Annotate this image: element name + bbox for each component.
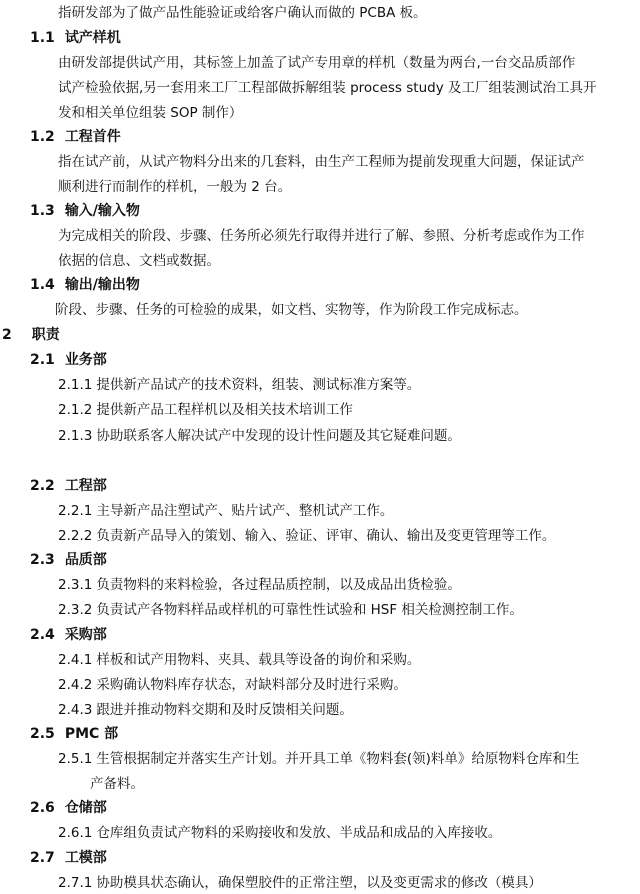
- heading-number: 2.7: [30, 850, 55, 866]
- list-item: [58, 701, 353, 719]
- list-item: [58, 651, 420, 669]
- heading-number: 1.3: [30, 203, 55, 219]
- heading-number: 2.4: [30, 627, 55, 643]
- paragraph-line: 发和相关单位组装 SOP 制作）: [58, 105, 243, 121]
- heading-title: 试产样机: [64, 30, 121, 46]
- list-item: [58, 874, 542, 892]
- paragraph-line: 指在试产前，从试产物料分出来的几套料，由生产工程师为提前发现重大问题，保证试产: [58, 154, 585, 170]
- list-item: [58, 824, 501, 842]
- item-text: 负责新产品导入的策划、输入、验证、评审、确认、输出及变更管理等工作。: [96, 528, 556, 544]
- list-item: [58, 601, 523, 619]
- list-item: [58, 502, 393, 520]
- heading-1-1: [30, 29, 121, 47]
- heading-2-1: [30, 351, 107, 369]
- item-text: 负责物料的来料检验，各过程品质控制，以及成品出货检验。: [96, 577, 461, 593]
- item-number: 2.6.1: [58, 825, 93, 841]
- item-text: 负责试产各物料样品或样机的可靠性性试验和 HSF 相关检测控制工作。: [96, 602, 523, 618]
- item-text: 协助模具状态确认，确保塑胶件的正常注塑，以及变更需求的修改（模具）: [96, 875, 542, 891]
- heading-number: 2.5: [30, 726, 55, 742]
- item-number: 2.1.3: [58, 428, 93, 444]
- item-text: 主导新产品注塑试产、贴片试产、整机试产工作。: [96, 503, 394, 519]
- item-number: 2.3.1: [58, 577, 93, 593]
- item-number: 2.1.1: [58, 377, 93, 393]
- item-text: 协助联系客人解决试产中发现的设计性问题及其它疑难问题。: [96, 428, 461, 444]
- item-text: 跟进并推动物料交期和及时反馈相关问题。: [96, 702, 353, 718]
- item-number: 2.4.1: [58, 652, 93, 668]
- list-item: [58, 676, 407, 694]
- item-text: 生管根据制定并落实生产计划。并开具工单《物料套(领)料单》给原物料仓库和生: [96, 751, 580, 767]
- intro-line: 指研发部为了做产品性能验证或给客户确认而做的 PCBA 板。: [58, 5, 427, 21]
- item-number: 2.2.1: [58, 503, 93, 519]
- list-item: [58, 576, 461, 594]
- paragraph-line: 阶段、步骤、任务的可检验的成果，如文档、实物等，作为阶段工作完成标志。: [55, 302, 528, 318]
- item-number: 2.2.2: [58, 528, 93, 544]
- list-item: [58, 376, 420, 394]
- heading-title: 输入/输入物: [64, 203, 140, 219]
- item-number: 2.3.2: [58, 602, 93, 618]
- item-text: 采购确认物料库存状态，对缺料部分及时进行采购。: [96, 677, 407, 693]
- list-item: [58, 527, 555, 545]
- heading-number: 2.2: [30, 478, 55, 494]
- item-text: 提供新产品工程样机以及相关技术培训工作: [96, 402, 353, 418]
- list-item: [58, 750, 579, 768]
- heading-title: 输出/输出物: [64, 277, 140, 293]
- item-text: 仓库组负责试产物料的采购接收和发放、半成品和成品的入库接收。: [96, 825, 502, 841]
- heading-2-3: [30, 551, 107, 569]
- paragraph-line: 由研发部提供试产用，其标签上加盖了试产专用章的样机（数量为两台,一台交品质部作: [58, 55, 576, 71]
- list-item: [58, 427, 461, 445]
- heading-number: 1.4: [30, 277, 55, 293]
- item-number: 2.7.1: [58, 875, 93, 891]
- heading-title: 仓储部: [64, 800, 107, 816]
- list-item-continuation: 产备料。: [90, 776, 144, 792]
- heading-2-5: [30, 725, 118, 743]
- heading-number: 1.1: [30, 30, 55, 46]
- heading-number: 1.2: [30, 129, 55, 145]
- heading-title: 工模部: [64, 850, 107, 866]
- paragraph-line: 顺利进行而制作的样机，一般为 2 台。: [58, 179, 292, 195]
- heading-2-2: [30, 477, 107, 495]
- heading-1-3: [30, 202, 140, 220]
- item-text: 提供新产品试产的技术资料，组装、测试标准方案等。: [96, 377, 421, 393]
- item-number: 2.4.3: [58, 702, 93, 718]
- item-number: 2.5.1: [58, 751, 93, 767]
- item-number: 2.4.2: [58, 677, 93, 693]
- heading-title: PMC 部: [64, 726, 119, 742]
- heading-2-7: [30, 849, 107, 867]
- paragraph-line: 依据的信息、文档或数据。: [58, 253, 220, 269]
- item-number: 2.1.2: [58, 402, 93, 418]
- heading-title: 业务部: [64, 352, 107, 368]
- heading-1-2: [30, 128, 121, 146]
- heading-number: 2.1: [30, 352, 55, 368]
- heading-number: 2.6: [30, 800, 55, 816]
- heading-2-4: [30, 626, 107, 644]
- heading-title: 采购部: [64, 627, 107, 643]
- paragraph-line: 为完成相关的阶段、步骤、任务所必须先行取得并进行了解、参照、分析考虑或作为工作: [58, 228, 585, 244]
- heading-title: 工程首件: [64, 129, 121, 145]
- chapter-heading-2: [2, 326, 60, 344]
- heading-1-4: [30, 276, 140, 294]
- item-text: 样板和试产用物料、夹具、载具等设备的询价和采购。: [96, 652, 421, 668]
- heading-title: 工程部: [64, 478, 107, 494]
- heading-title: 品质部: [64, 552, 107, 568]
- chapter-number: 2: [2, 327, 12, 343]
- heading-2-6: [30, 799, 107, 817]
- list-item: [58, 401, 353, 419]
- chapter-title: 职责: [31, 327, 60, 343]
- heading-number: 2.3: [30, 552, 55, 568]
- paragraph-line: 试产检验依据,另一套用来工厂工程部做拆解组装 process study 及工厂组装测试治工具开: [58, 80, 597, 96]
